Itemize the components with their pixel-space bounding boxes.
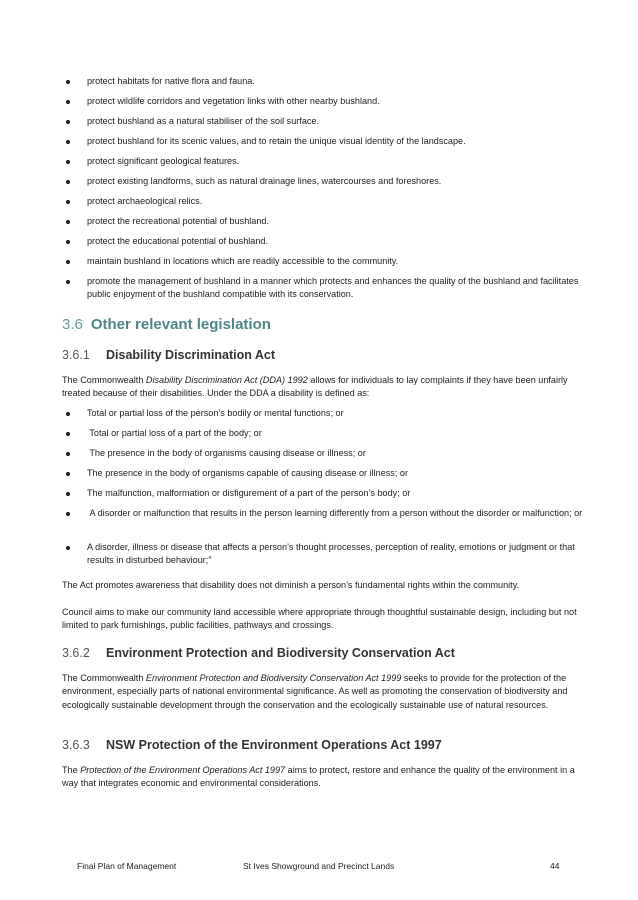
bullet-text: The presence in the body of organisms causing disease or illness; or — [87, 448, 366, 458]
subsection-title: Disability Discrimination Act — [106, 348, 276, 362]
subsection-number: 3.6.1 — [62, 348, 90, 362]
bullet-text: protect bushland for its scenic values, and to retain the unique visual identity of the landscape. — [87, 136, 466, 146]
bullet-text: protect archaeological relics. — [87, 196, 203, 206]
bullet-item — [0, 95, 430, 108]
bullet-icon — [66, 220, 70, 224]
subsection-number: 3.6.3 — [62, 738, 90, 752]
text-run: aims to protect, restore and enhance the quality of the environment in a way that integrates economic and environmental considerations. — [62, 765, 575, 789]
bullet-item — [0, 115, 369, 128]
section-number: 3.6 — [62, 316, 83, 333]
bullet-item — [0, 407, 394, 420]
bullet-icon — [66, 180, 70, 184]
bullet-text: Total or partial loss of the person’s bodily or mental functions; or — [87, 408, 344, 418]
section-heading-3-6 — [62, 315, 271, 335]
bullet-item — [0, 467, 458, 480]
bullet-text: A disorder or malfunction that results in the person learning differently from a person without the disorder or malfunction; or — [87, 508, 583, 518]
text-run: seeks to provide for the protection of the environment, especially parts of national environmental significance. As well as promoting the conservation of biodiversity and ecologically sustainable development through the conservation and the ecologically sustainable use of natural resources. — [62, 673, 568, 710]
bullet-text: Total or partial loss of a part of the body; or — [87, 428, 262, 438]
act-name-italic: Disability Discrimination Act (DDA) 1992 — [145, 375, 308, 385]
text-run: allows for individuals to lay complaints if they have been unfairly treated because of their disabilities. Under the DDA a disability is defined as: — [62, 375, 568, 399]
epbc-paragraph — [62, 672, 582, 712]
act-name-italic: Environment Protection and Biodiversity Conservation Act 1999 — [145, 673, 402, 683]
bullet-icon — [66, 546, 70, 550]
bullet-icon — [66, 80, 70, 84]
bullet-icon — [66, 452, 70, 456]
subsection-heading-3-6-3 — [62, 737, 442, 753]
bullet-item — [0, 447, 416, 460]
subsection-title: Environment Protection and Biodiversity Conservation Act — [106, 646, 455, 660]
footer-page-number: 44 — [550, 861, 560, 871]
bullet-text: protect habitats for native flora and fauna. — [87, 76, 255, 86]
bullet-item — [0, 541, 638, 568]
bullet-icon — [66, 280, 70, 284]
bullet-text: protect bushland as a natural stabiliser of the soil surface. — [87, 116, 320, 126]
bullet-text: promote the management of bushland in a manner which protects and enhances the quality of the bushland and facilitates public enjoyment of the bushland compatible with its conservation. — [87, 276, 579, 300]
bullet-text: The presence in the body of organisms capable of causing disease or illness; or — [87, 468, 408, 478]
act-name-italic: Protection of the Environment Operations Act 1997 — [80, 765, 286, 775]
bullet-icon — [66, 120, 70, 124]
bullet-item — [0, 427, 312, 440]
bullet-item — [0, 155, 289, 168]
bullet-icon — [66, 472, 70, 476]
bullet-icon — [66, 412, 70, 416]
bullet-icon — [66, 260, 70, 264]
bullet-icon — [66, 492, 70, 496]
bullet-icon — [66, 160, 70, 164]
bullet-text: protect the educational potential of bushland. — [87, 236, 268, 246]
bullet-icon — [66, 100, 70, 104]
text-run: The Commonwealth — [62, 673, 146, 683]
objectives-bullet-list — [0, 75, 638, 300]
bullet-item — [0, 507, 632, 520]
subsection-heading-3-6-2 — [62, 645, 455, 661]
bullet-item — [0, 275, 638, 302]
bullet-item — [0, 235, 318, 248]
bullet-icon — [66, 140, 70, 144]
bullet-text: protect wildlife corridors and vegetation links with other nearby bushland. — [87, 96, 380, 106]
bullet-item — [0, 255, 448, 268]
subsection-title: NSW Protection of the Environment Operations Act 1997 — [106, 738, 442, 752]
bullet-item — [0, 487, 460, 500]
bullet-item — [0, 75, 638, 88]
text-run: The — [62, 765, 81, 775]
bullet-text: protect significant geological features. — [87, 156, 240, 166]
bullet-text: maintain bushland in locations which are readily accessible to the community. — [87, 256, 399, 266]
bullet-item — [0, 135, 516, 148]
subsection-heading-3-6-1 — [62, 347, 275, 363]
footer-site-name: St Ives Showground and Precinct Lands — [243, 861, 395, 871]
bullet-text: A disorder, illness or disease that affects a person’s thought processes, perception of reality, emotions or judgment or that results in disturbed behaviour;” — [87, 542, 575, 566]
bullet-item — [0, 195, 252, 208]
bullet-icon — [66, 240, 70, 244]
bullet-item — [0, 215, 319, 228]
dda-awareness-paragraph: The Act promotes awareness that disability does not diminish a person’s fundamental rights within the community. — [62, 580, 520, 590]
dda-intro-paragraph — [62, 374, 582, 401]
bullet-text: protect the recreational potential of bushland. — [87, 216, 269, 226]
section-title: Other relevant legislation — [90, 316, 271, 333]
bullet-icon — [66, 512, 70, 516]
council-access-paragraph: Council aims to make our community land accessible where appropriate through thoughtful sustainable design, including but not limited to park furnishings, public facilities, pathways and crossings. — [62, 607, 577, 631]
bullet-icon — [66, 432, 70, 436]
bullet-text: protect existing landforms, such as natural drainage lines, watercourses and foreshores. — [87, 176, 442, 186]
subsection-number: 3.6.2 — [62, 646, 90, 660]
bullet-icon — [66, 200, 70, 204]
bullet-text: The malfunction, malformation or disfigurement of a part of the person’s body; or — [87, 488, 411, 498]
text-run: The Commonwealth — [62, 375, 146, 385]
footer-document-title: Final Plan of Management — [77, 861, 177, 871]
poeo-paragraph — [62, 764, 582, 791]
bullet-item — [0, 175, 491, 188]
